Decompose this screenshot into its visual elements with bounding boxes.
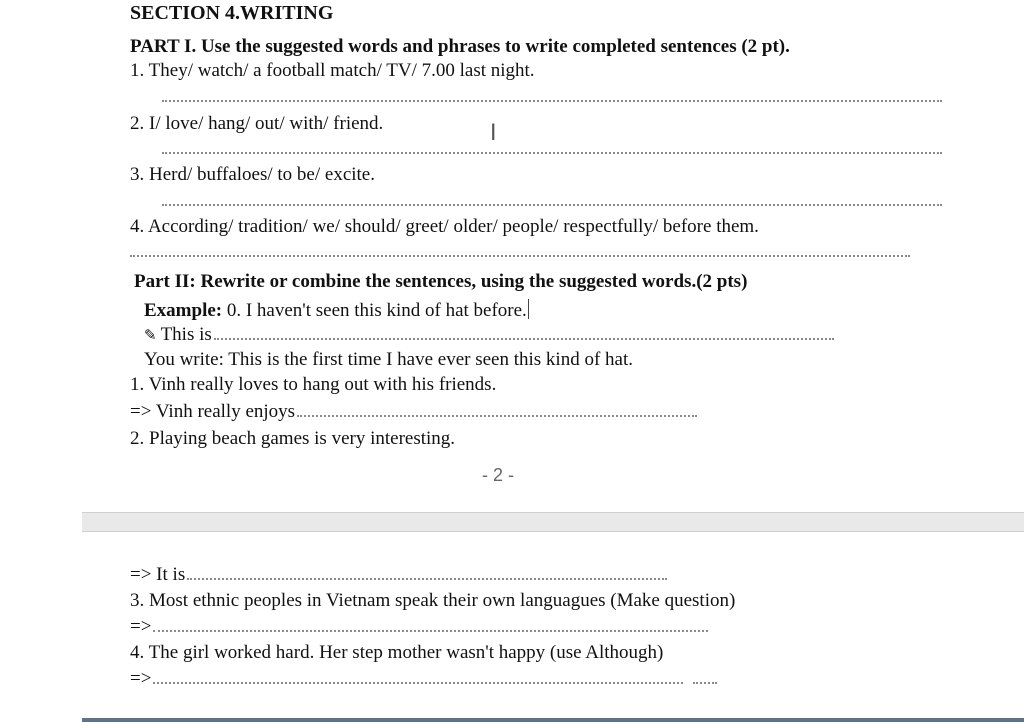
part1-item-4: 4. According/ tradition/ we/ should/ greet/ older/ people/ respectfully/ before them. bbox=[130, 216, 759, 237]
text-caret bbox=[528, 299, 529, 319]
q4-answer-prefix: => bbox=[130, 668, 152, 689]
example-answer-dots bbox=[214, 338, 834, 340]
part2-q3-answer[interactable] bbox=[130, 616, 708, 638]
example-label: Example: bbox=[144, 300, 223, 321]
answer-line-3[interactable] bbox=[162, 204, 942, 206]
q1-answer-prefix: => Vinh really enjoys bbox=[130, 401, 296, 422]
page-gap bbox=[82, 512, 1024, 532]
q1-answer-dots[interactable] bbox=[297, 415, 697, 417]
part2-q2: 2. Playing beach games is very interesting. bbox=[130, 428, 456, 449]
part2-heading: Part II: Rewrite or combine the sentences, using the suggested words.(2 pts) bbox=[134, 271, 748, 292]
q3-answer-dots[interactable] bbox=[153, 630, 708, 632]
answer-line-1[interactable] bbox=[162, 100, 942, 102]
example-text: 0. I haven't seen this kind of hat before. bbox=[222, 300, 527, 321]
part2-q1-answer[interactable] bbox=[130, 401, 697, 423]
document-page-2 bbox=[82, 532, 1024, 722]
part2-q4: 4. The girl worked hard. Her step mother wasn't happy (use Although) bbox=[130, 642, 664, 663]
q4-answer-dots-tail bbox=[693, 682, 717, 684]
pen-icon: ✎ bbox=[144, 328, 157, 344]
q2-answer-prefix: => It is bbox=[130, 564, 186, 585]
part2-q2-answer[interactable] bbox=[130, 564, 667, 586]
example-line bbox=[144, 299, 529, 322]
answer-line-2[interactable] bbox=[162, 152, 942, 154]
answer-line-4[interactable] bbox=[130, 255, 910, 257]
part2-q1: 1. Vinh really loves to hang out with his friends. bbox=[130, 374, 497, 395]
part1-item-2: 2. I/ love/ hang/ out/ with/ friend. bbox=[130, 113, 384, 134]
q4-answer-dots[interactable] bbox=[153, 682, 683, 684]
document-page-1 bbox=[82, 0, 1024, 512]
part1-item-3: 3. Herd/ buffaloes/ to be/ excite. bbox=[130, 164, 375, 185]
q3-answer-prefix: => bbox=[130, 616, 152, 637]
window-bottom-bar bbox=[82, 718, 1024, 722]
part2-q3: 3. Most ethnic peoples in Vietnam speak their own languagues (Make question) bbox=[130, 590, 736, 611]
example-answer-line bbox=[144, 324, 834, 347]
section-title: SECTION 4.WRITING bbox=[130, 2, 334, 24]
text-cursor-icon: I bbox=[490, 121, 497, 146]
part2-q4-answer[interactable] bbox=[130, 668, 717, 690]
q2-answer-dots[interactable] bbox=[187, 578, 667, 580]
page-number: - 2 - bbox=[482, 465, 515, 485]
part1-heading: PART I. Use the suggested words and phrases to write completed sentences (2 pt). bbox=[130, 36, 790, 57]
part1-item-1: 1. They/ watch/ a football match/ TV/ 7.00 last night. bbox=[130, 60, 535, 81]
you-write-line: You write: This is the first time I have ever seen this kind of hat. bbox=[144, 349, 633, 370]
example-answer-prefix: This is bbox=[160, 324, 212, 345]
